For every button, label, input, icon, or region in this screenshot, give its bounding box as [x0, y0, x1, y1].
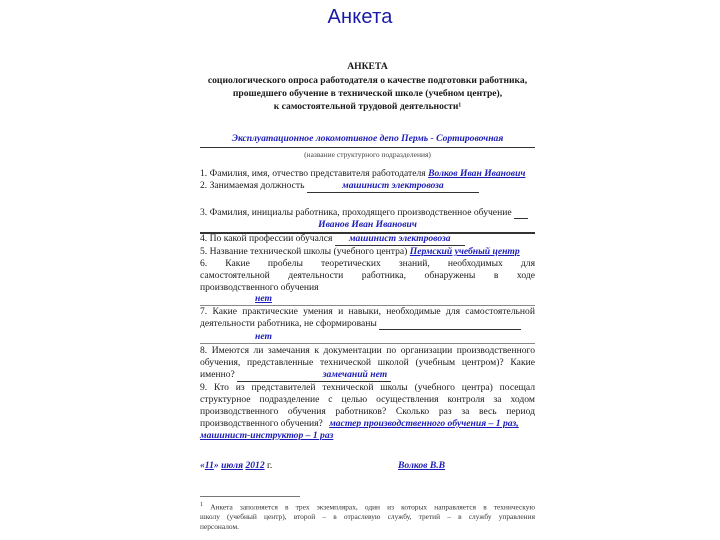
form-subtitle-line2: прошедшего обучение в технической школе (учебном центре),	[232, 88, 503, 99]
question-label: Фамилия, имя, отчество представителя работодателя	[209, 168, 426, 179]
date-year: 2012	[245, 460, 265, 471]
answer-blank	[514, 208, 528, 219]
question-3-answer: Иванов Иван Иванович	[318, 219, 417, 230]
date	[200, 460, 267, 471]
form-title: АНКЕТА	[347, 61, 388, 72]
question-7-answer-row	[200, 331, 590, 343]
question-number: 4.	[200, 233, 208, 244]
question-label: Фамилия, инициалы работника, проходящего производственное обучение	[209, 207, 512, 218]
date-day: 11	[204, 460, 214, 471]
footnote-text: Анкета заполняется в трех экземплярах, один из которых направляется в техническую	[210, 502, 535, 512]
footnote-line1	[200, 501, 535, 512]
date-quote-close: »	[213, 460, 219, 471]
question-answer: машинист электровоза	[335, 233, 465, 246]
question-label: По какой профессии обучался	[209, 233, 333, 244]
question-label: Какие практические умения и навыки, необходимые для самостоятельной	[212, 306, 535, 317]
slide-title: Анкета	[327, 6, 393, 28]
question-answer: нет	[255, 293, 272, 304]
signature-row	[200, 460, 535, 472]
question-answer: Волков Иван Иванович	[428, 168, 526, 179]
question-7-line2	[200, 318, 535, 330]
department-underline	[200, 147, 535, 148]
question-6-line2: самостоятельной деятельности работника, обнаружены в ходе	[200, 270, 535, 281]
question-6-line3: производственного обучения	[200, 282, 319, 293]
question-number: 1.	[200, 168, 208, 179]
question-label: Имеются ли замечания к документации по организации производственного	[211, 345, 535, 356]
question-label: Название технической школы (учебного центра)	[209, 246, 408, 257]
question-label: именно?	[200, 369, 235, 380]
question-6-answer-row	[200, 293, 590, 305]
question-9-line3: производственного обучения работников? Сколько раз за весь период	[200, 406, 535, 417]
question-number: 9.	[200, 382, 208, 393]
question-number: 2.	[200, 180, 208, 191]
question-4	[200, 233, 535, 246]
question-label: Какие пробелы теоретических знаний, необходимых для	[225, 258, 535, 269]
department-value: Эксплуатационное локомотивное депо Пермь - Сортировочная	[231, 133, 504, 144]
question-number: 7.	[200, 306, 208, 317]
question-2	[200, 180, 535, 193]
question-3	[200, 207, 535, 219]
footnote-line2: школу (учебный центр), второй – в отраслевую службу, третий – в службу управления	[200, 512, 535, 522]
footnote-mark: 1	[200, 502, 204, 508]
date-suffix: г.	[267, 460, 273, 471]
question-7-underline	[200, 343, 535, 344]
form-subtitle-line1: социологического опроса работодателя о качестве подготовки работника,	[207, 75, 528, 86]
form-subtitle-line3: к самостоятельной трудовой деятельности¹	[273, 101, 462, 112]
question-answer: Пермский учебный центр	[409, 246, 520, 257]
question-9	[200, 382, 535, 394]
question-answer: мастер производственного обучения – 1 раз,	[329, 418, 519, 429]
question-answer: нет	[255, 331, 272, 342]
date-quote-open: «	[200, 460, 205, 471]
question-8-line3	[200, 369, 535, 382]
question-label: производственного обучения?	[200, 418, 323, 429]
question-label: Кто из представителей технической школы (учебного центра) посещал	[214, 382, 535, 393]
question-5	[200, 246, 535, 258]
question-number: 3.	[200, 207, 208, 218]
department-caption: (название структурного подразделения)	[304, 150, 431, 159]
question-answer: машинист-инструктор – 1 раз	[200, 430, 334, 441]
question-label: Занимаемая должность	[209, 180, 305, 191]
date-month: июля	[221, 460, 244, 471]
question-1	[200, 168, 535, 180]
question-number: 8.	[200, 345, 208, 356]
question-6	[200, 258, 535, 270]
question-number: 5.	[200, 246, 208, 257]
question-8	[200, 345, 535, 357]
footnote-line3: персоналом.	[200, 521, 239, 531]
question-label: деятельности работника, не сформированы	[200, 318, 377, 329]
answer-blank	[379, 319, 521, 330]
question-7	[200, 306, 535, 318]
footnote-separator	[200, 496, 300, 497]
footnote	[200, 501, 535, 531]
questionnaire-document	[200, 55, 535, 540]
question-9-line2: структурное подразделение с целью осуществления контроля за ходом	[200, 394, 535, 405]
question-9-line4	[200, 418, 535, 430]
signer-name: Волков В.В	[398, 460, 446, 471]
question-number: 6.	[200, 258, 208, 269]
question-answer: замечаний нет	[237, 369, 391, 382]
question-9-answer-line2	[200, 430, 535, 442]
question-answer: машинист электровоза	[307, 180, 479, 193]
question-8-line2: обучения, представленные технической школой (учебным центром)? Какие	[200, 357, 535, 368]
